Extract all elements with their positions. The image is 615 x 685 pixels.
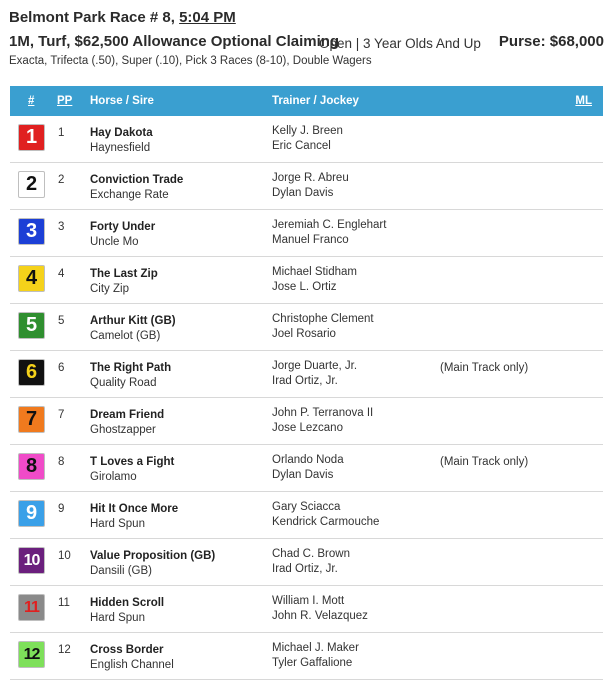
race-wagers: Exacta, Trifecta (.50), Super (.10), Pick 3 Races (8-10), Double Wagers xyxy=(9,55,372,67)
post-position: 1 xyxy=(58,127,65,139)
horse-name[interactable]: Value Proposition (GB) xyxy=(90,550,216,562)
horse-name[interactable]: Hit It Once More xyxy=(90,503,179,515)
trainer-name[interactable]: Kelly J. Breen xyxy=(272,125,343,137)
saddle-cloth-number: 6 xyxy=(19,360,44,385)
saddle-cloth-number: 9 xyxy=(19,501,44,526)
trainer-name[interactable]: Chad C. Brown xyxy=(272,548,350,560)
column-header-post-position[interactable]: PP xyxy=(57,95,73,107)
sire-name: Camelot (GB) xyxy=(90,330,161,342)
post-position: 10 xyxy=(58,550,71,562)
horse-name[interactable]: The Last Zip xyxy=(90,268,158,280)
table-row[interactable] xyxy=(10,539,603,586)
saddle-cloth-number: 8 xyxy=(19,454,44,479)
trainer-name[interactable]: Christophe Clement xyxy=(272,313,374,325)
table-row[interactable] xyxy=(10,116,603,163)
entries-table-body xyxy=(10,116,603,680)
race-post-time[interactable]: 5:04 PM xyxy=(179,9,236,26)
race-header xyxy=(0,0,615,86)
trainer-name[interactable]: Jorge Duarte, Jr. xyxy=(272,360,358,372)
surface-note: (Main Track only) xyxy=(440,456,529,468)
horse-name[interactable]: Forty Under xyxy=(90,221,156,233)
table-row[interactable] xyxy=(10,398,603,445)
table-row[interactable] xyxy=(10,492,603,539)
post-position: 11 xyxy=(58,597,70,609)
race-title xyxy=(9,9,236,26)
trainer-name[interactable]: Orlando Noda xyxy=(272,454,344,466)
sire-name: Quality Road xyxy=(90,377,157,389)
jockey-name[interactable]: Tyler Gaffalione xyxy=(272,657,353,669)
jockey-name[interactable]: Jose L. Ortiz xyxy=(272,281,337,293)
sire-name: English Channel xyxy=(90,659,174,671)
post-position: 4 xyxy=(58,268,65,280)
post-position: 3 xyxy=(58,221,65,233)
horse-name[interactable]: T Loves a Fight xyxy=(90,456,175,468)
surface-note: (Main Track only) xyxy=(440,362,529,374)
post-position: 9 xyxy=(58,503,65,515)
horse-name[interactable]: Cross Border xyxy=(90,644,164,656)
table-row[interactable] xyxy=(10,351,603,398)
table-row[interactable] xyxy=(10,257,603,304)
trainer-name[interactable]: William I. Mott xyxy=(272,595,345,607)
sire-name: Haynesfield xyxy=(90,142,151,154)
horse-name[interactable]: Hidden Scroll xyxy=(90,597,165,609)
race-description: 1M, Turf, $62,500 Allowance Optional Claiming xyxy=(9,33,340,50)
sire-name: City Zip xyxy=(90,283,129,295)
horse-name[interactable]: Dream Friend xyxy=(90,409,165,421)
horse-name[interactable]: Conviction Trade xyxy=(90,174,184,186)
sire-name: Hard Spun xyxy=(90,518,145,530)
column-header-number[interactable]: # xyxy=(28,95,35,107)
sire-name: Ghostzapper xyxy=(90,424,156,436)
entries-table-header xyxy=(10,86,603,116)
saddle-cloth-number: 1 xyxy=(19,125,44,150)
table-row[interactable] xyxy=(10,633,603,680)
saddle-cloth-number: 11 xyxy=(19,595,44,620)
trainer-name[interactable]: Jorge R. Abreu xyxy=(272,172,349,184)
post-position: 5 xyxy=(58,315,65,327)
horse-name[interactable]: Arthur Kitt (GB) xyxy=(90,315,176,327)
jockey-name[interactable]: John R. Velazquez xyxy=(272,610,368,622)
horse-name[interactable]: The Right Path xyxy=(90,362,172,374)
trainer-name[interactable]: Michael J. Maker xyxy=(272,642,359,654)
sire-name: Dansili (GB) xyxy=(90,565,152,577)
post-position: 6 xyxy=(58,362,65,374)
sire-name: Hard Spun xyxy=(90,612,145,624)
saddle-cloth-number: 3 xyxy=(19,219,44,244)
jockey-name[interactable]: Dylan Davis xyxy=(272,469,334,481)
race-purse: Purse: $68,000 xyxy=(498,33,604,50)
table-row[interactable] xyxy=(10,445,603,492)
sire-name: Uncle Mo xyxy=(90,236,139,248)
jockey-name[interactable]: Dylan Davis xyxy=(272,187,334,199)
column-header-horse-sire: Horse / Sire xyxy=(90,95,154,107)
saddle-cloth-number: 12 xyxy=(19,642,44,667)
sire-name: Girolamo xyxy=(90,471,137,483)
post-position: 2 xyxy=(58,174,65,186)
jockey-name[interactable]: Irad Ortiz, Jr. xyxy=(272,375,338,387)
jockey-name[interactable]: Kendrick Carmouche xyxy=(272,516,380,528)
post-position: 12 xyxy=(58,644,71,656)
saddle-cloth-number: 5 xyxy=(19,313,44,338)
jockey-name[interactable]: Eric Cancel xyxy=(272,140,331,152)
table-row[interactable] xyxy=(10,163,603,210)
race-conditions: Open | 3 Year Olds And Up xyxy=(319,36,481,51)
saddle-cloth-number: 4 xyxy=(19,266,44,291)
race-title-prefix: Belmont Park Race # 8, xyxy=(9,9,175,26)
sire-name: Exchange Rate xyxy=(90,189,169,201)
table-row[interactable] xyxy=(10,586,603,633)
horse-name[interactable]: Hay Dakota xyxy=(90,127,153,139)
post-position: 8 xyxy=(58,456,65,468)
saddle-cloth-number: 2 xyxy=(19,172,44,197)
saddle-cloth-number: 10 xyxy=(19,548,44,573)
saddle-cloth-number: 7 xyxy=(19,407,44,432)
column-header-trainer-jockey: Trainer / Jockey xyxy=(272,95,359,107)
table-row[interactable] xyxy=(10,210,603,257)
jockey-name[interactable]: Manuel Franco xyxy=(272,234,349,246)
table-row[interactable] xyxy=(10,304,603,351)
trainer-name[interactable]: Jeremiah C. Englehart xyxy=(272,219,387,231)
entries-table xyxy=(10,86,603,680)
jockey-name[interactable]: Irad Ortiz, Jr. xyxy=(272,563,338,575)
jockey-name[interactable]: Jose Lezcano xyxy=(272,422,343,434)
trainer-name[interactable]: John P. Terranova II xyxy=(272,407,374,419)
post-position: 7 xyxy=(58,409,65,421)
jockey-name[interactable]: Joel Rosario xyxy=(272,328,336,340)
trainer-name[interactable]: Gary Sciacca xyxy=(272,501,341,513)
trainer-name[interactable]: Michael Stidham xyxy=(272,266,358,278)
column-header-morning-line[interactable]: ML xyxy=(575,95,592,107)
